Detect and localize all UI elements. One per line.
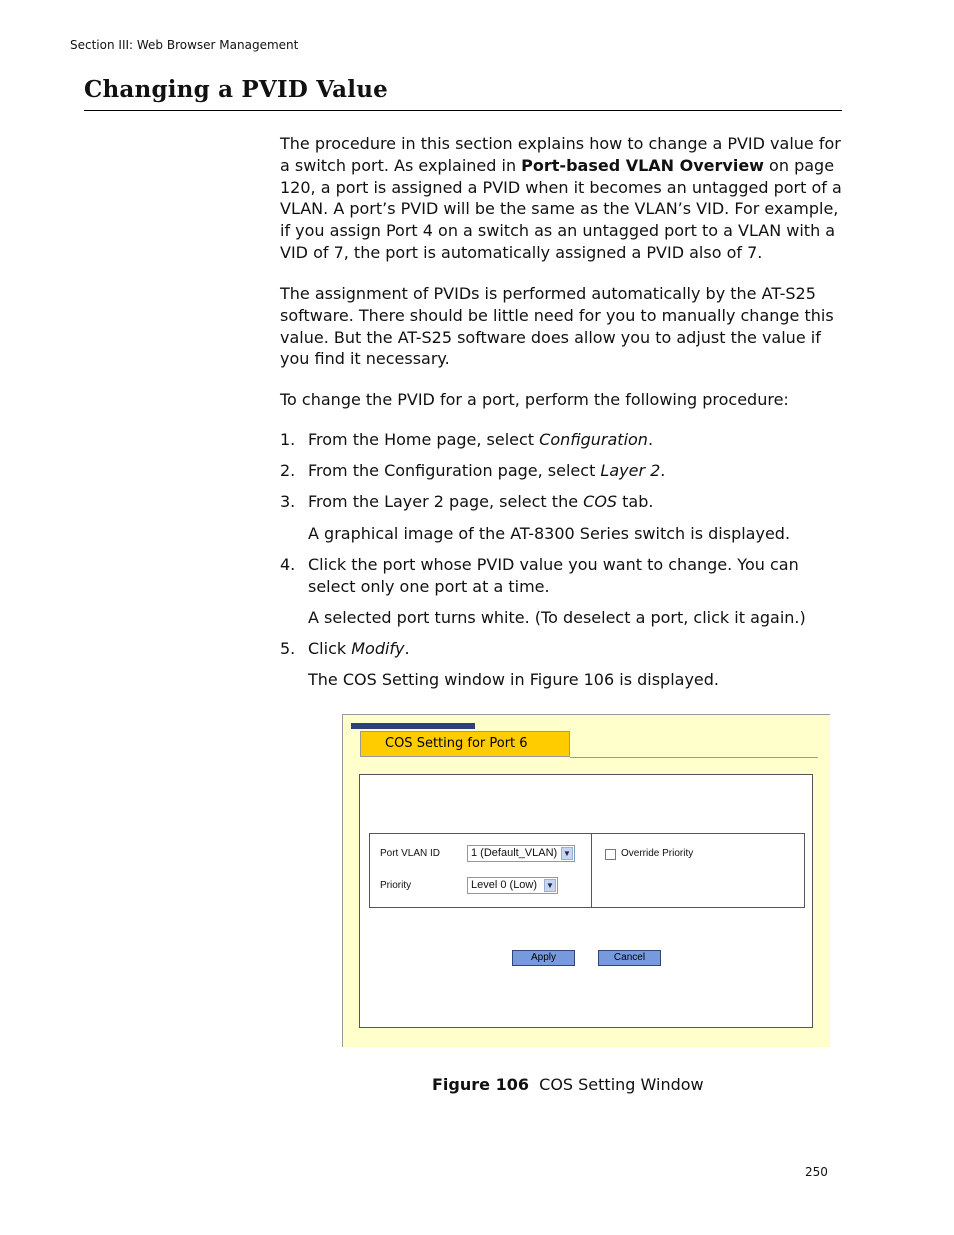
- override-priority-checkbox[interactable]: [605, 849, 616, 860]
- priority-value: Level 0 (Low): [471, 879, 538, 891]
- procedure-intro: To change the PVID for a port, perform the following procedure:: [280, 390, 789, 409]
- apply-button[interactable]: Apply: [512, 950, 575, 966]
- step-4: [280, 554, 842, 598]
- tab-bar-accent: [351, 723, 475, 729]
- step-text: From the Layer 2 page, select the COS tab.: [308, 492, 654, 511]
- cos-setting-window: [342, 714, 830, 1047]
- tab-underline: [570, 757, 818, 758]
- page-title: Changing a PVID Value: [84, 76, 388, 103]
- step-number: 4.: [280, 555, 296, 574]
- intro-text-2: on page 120, a port is assigned a PVID when it becomes an untagged port of a VLAN. A port’s PVID will be the same as the VLAN’s VID. For example, if you assign Port 4 on a switch as an untagged port to a VLAN with a VID of 7, the port is automatically assigned a PVID also of 7.: [280, 155, 842, 262]
- cancel-button[interactable]: Cancel: [598, 950, 661, 966]
- step-number: 2.: [280, 461, 296, 480]
- override-priority-label: Override Priority: [621, 848, 694, 859]
- running-header: Section III: Web Browser Management: [70, 38, 299, 52]
- figure-title: COS Setting Window: [528, 1075, 704, 1094]
- figure-caption: [432, 1075, 704, 1094]
- intro-paragraph: [280, 133, 842, 264]
- vlan-overview-link[interactable]: Port-based VLAN Overview: [521, 155, 764, 175]
- step-text: From the Configuration page, select Layer 2.: [308, 461, 666, 480]
- priority-select[interactable]: [467, 877, 558, 894]
- settings-box: [369, 833, 805, 908]
- title-rule: [84, 110, 842, 111]
- settings-panel: [359, 774, 813, 1028]
- step-number: 3.: [280, 492, 296, 511]
- intro-text-1: The procedure in this section explains how to change a PVID value for a switch port. As explained in: [280, 134, 841, 175]
- step-1: [280, 429, 842, 451]
- tab-cos-setting[interactable]: COS Setting for Port 6: [360, 731, 570, 757]
- step-4-note: A selected port turns white. (To deselect a port, click it again.): [308, 608, 806, 627]
- chevron-down-icon: ▼: [544, 879, 556, 892]
- step-2: [280, 460, 842, 482]
- port-vlan-id-label: Port VLAN ID: [380, 848, 441, 859]
- step-text: Click Modify.: [308, 639, 410, 658]
- step-5: [280, 638, 842, 660]
- settings-divider: [591, 834, 592, 907]
- chevron-down-icon: ▼: [561, 847, 573, 860]
- step-5-note: The COS Setting window in Figure 106 is displayed.: [308, 670, 720, 689]
- step-text: Click the port whose PVID value you want to change. You can select only one port at a time.: [308, 555, 799, 596]
- page-number: 250: [805, 1165, 828, 1179]
- port-vlan-id-value: 1 (Default_VLAN): [471, 847, 558, 859]
- priority-label: Priority: [380, 880, 412, 891]
- figure-number: Figure 106: [432, 1075, 529, 1094]
- step-text: From the Home page, select Configuration.: [308, 430, 654, 449]
- step-number: 5.: [280, 639, 296, 658]
- step-3-note: A graphical image of the AT-8300 Series switch is displayed.: [308, 524, 791, 543]
- assignment-paragraph: The assignment of PVIDs is performed automatically by the AT-S25 software. There should be little need for you to manually change this value. But the AT-S25 software does allow you to adjust the value if you find it necessary.: [280, 284, 834, 369]
- step-number: 1.: [280, 430, 296, 449]
- step-3: [280, 491, 842, 513]
- port-vlan-id-select[interactable]: [467, 845, 575, 862]
